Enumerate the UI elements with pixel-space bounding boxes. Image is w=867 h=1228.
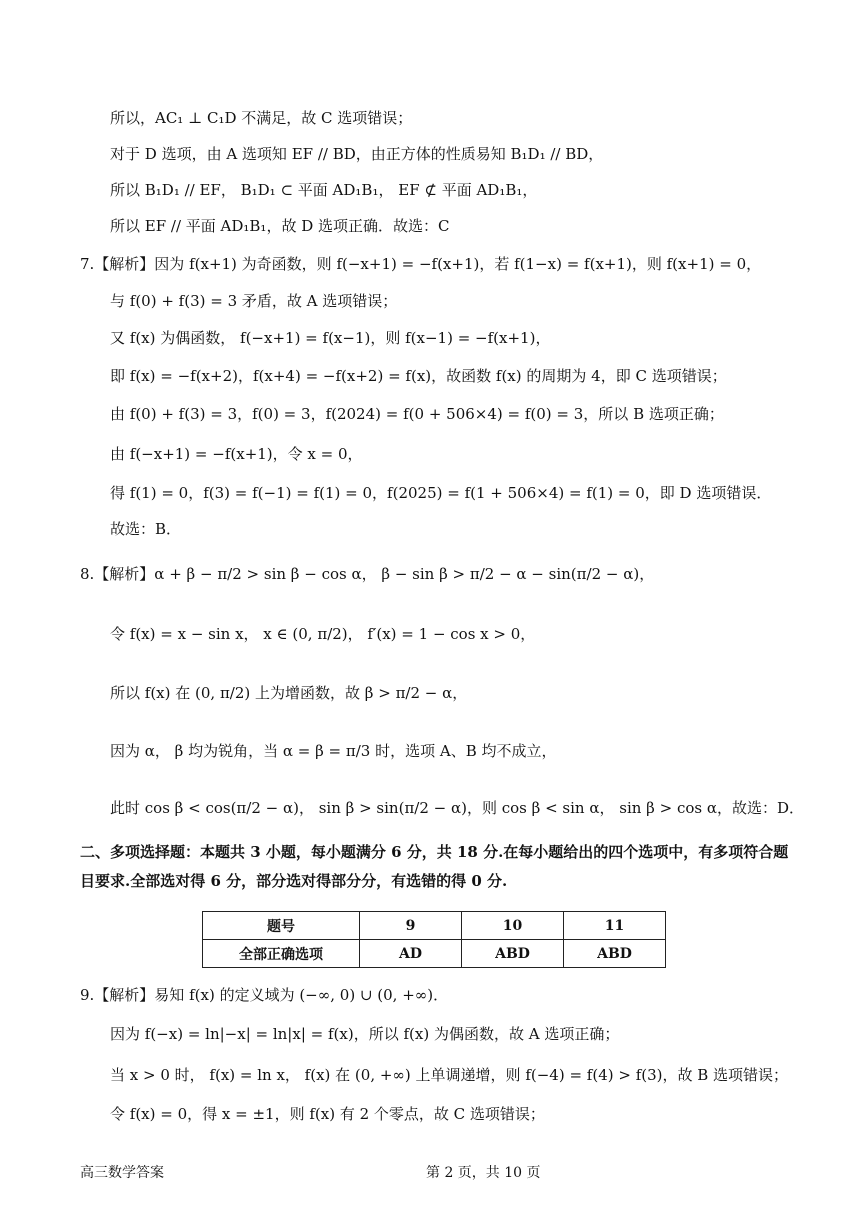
table-cell: ABD bbox=[564, 940, 666, 968]
q8-line-2: 令 f(x) = x − sin x， x ∈ (0, π/2)， f′(x) = 1 − cos x > 0， bbox=[110, 625, 536, 643]
q8-line-3: 所以 f(x) 在 (0, π/2) 上为增函数，故 β > π/2 − α， bbox=[110, 684, 468, 702]
text-line-1: 所以，AC₁ ⊥ C₁D 不满足，故 C 选项错误； bbox=[110, 109, 413, 127]
q7-line-4: 即 f(x) = −f(x+2)，f(x+4) = −f(x+2) = f(x)，故函数 f(x) 的周期为 4，即 C 选项错误； bbox=[110, 367, 727, 385]
table-cell: 全部正确选项 bbox=[203, 940, 360, 968]
table-cell: AD bbox=[360, 940, 462, 968]
table-header-cell: 10 bbox=[462, 912, 564, 940]
q8-line-4: 因为 α， β 均为锐角，当 α = β = π/3 时，选项 A、B 均不成立， bbox=[110, 742, 557, 760]
section-heading-line-1: 二、多项选择题：本题共 3 小题，每小题满分 6 分，共 18 分.在每小题给出的四个选项中，有多项符合题 bbox=[80, 843, 789, 861]
text-line-3: 所以 B₁D₁ // EF， B₁D₁ ⊂ 平面 AD₁B₁， EF ⊄ 平面 AD₁B₁， bbox=[110, 181, 538, 199]
text-line-2: 对于 D 选项，由 A 选项知 EF // BD，由正方体的性质易知 B₁D₁ // BD， bbox=[110, 145, 604, 163]
q8-header-line: 8.【解析】α + β − π/2 > sin β − cos α， β − sin β > π/2 − α − sin(π/2 − α)， bbox=[80, 565, 655, 583]
q9-header-line: 9.【解析】易知 f(x) 的定义域为 (−∞, 0) ∪ (0, +∞)． bbox=[80, 986, 449, 1004]
q7-line-2: 与 f(0) + f(3) = 3 矛盾，故 A 选项错误； bbox=[110, 292, 398, 310]
text-line-4: 所以 EF // 平面 AD₁B₁，故 D 选项正确．故选：C bbox=[110, 217, 450, 235]
table-header-cell: 题号 bbox=[203, 912, 360, 940]
section-heading-line-2: 目要求.全部选对得 6 分，部分选对得部分分，有选错的得 0 分. bbox=[80, 872, 508, 890]
q9-line-2: 因为 f(−x) = ln|−x| = ln|x| = f(x)，所以 f(x) 为偶函数，故 A 选项正确； bbox=[110, 1025, 620, 1043]
q7-line-5: 由 f(0) + f(3) = 3，f(0) = 3，f(2024) = f(0 + 506×4) = f(0) = 3，所以 B 选项正确； bbox=[110, 405, 724, 423]
table-header-cell: 9 bbox=[360, 912, 462, 940]
q9-line-4: 令 f(x) = 0，得 x = ±1，则 f(x) 有 2 个零点，故 C 选项错误； bbox=[110, 1105, 545, 1123]
page-number: 第 2 页，共 10 页 bbox=[426, 1165, 541, 1181]
q8-line-5: 此时 cos β < cos(π/2 − α)， sin β > sin(π/2 − α)，则 cos β < sin α， sin β > cos α，故选：D． bbox=[110, 799, 805, 817]
table-row bbox=[203, 940, 666, 968]
q7-line-7: 得 f(1) = 0，f(3) = f(−1) = f(1) = 0，f(2025) = f(1 + 506×4) = f(1) = 0，即 D 选项错误． bbox=[110, 484, 772, 502]
q7-line-6: 由 f(−x+1) = −f(x+1)，令 x = 0， bbox=[110, 445, 363, 463]
q7-line-3: 又 f(x) 为偶函数， f(−x+1) = f(x−1)，则 f(x−1) = −f(x+1)， bbox=[110, 329, 551, 347]
answer-table bbox=[202, 911, 666, 968]
table-cell: ABD bbox=[462, 940, 564, 968]
footer-left: 高三数学答案 bbox=[80, 1165, 164, 1181]
q9-line-3: 当 x > 0 时， f(x) = ln x， f(x) 在 (0, +∞) 上单调递增，则 f(−4) = f(4) > f(3)，故 B 选项错误； bbox=[110, 1066, 789, 1084]
q7-line-8: 故选：B． bbox=[110, 520, 182, 538]
q7-header-line: 7.【解析】因为 f(x+1) 为奇函数，则 f(−x+1) = −f(x+1)，若 f(1−x) = f(x+1)，则 f(x+1) = 0， bbox=[80, 255, 762, 273]
table-header-cell: 11 bbox=[564, 912, 666, 940]
table-header-row bbox=[203, 912, 666, 940]
